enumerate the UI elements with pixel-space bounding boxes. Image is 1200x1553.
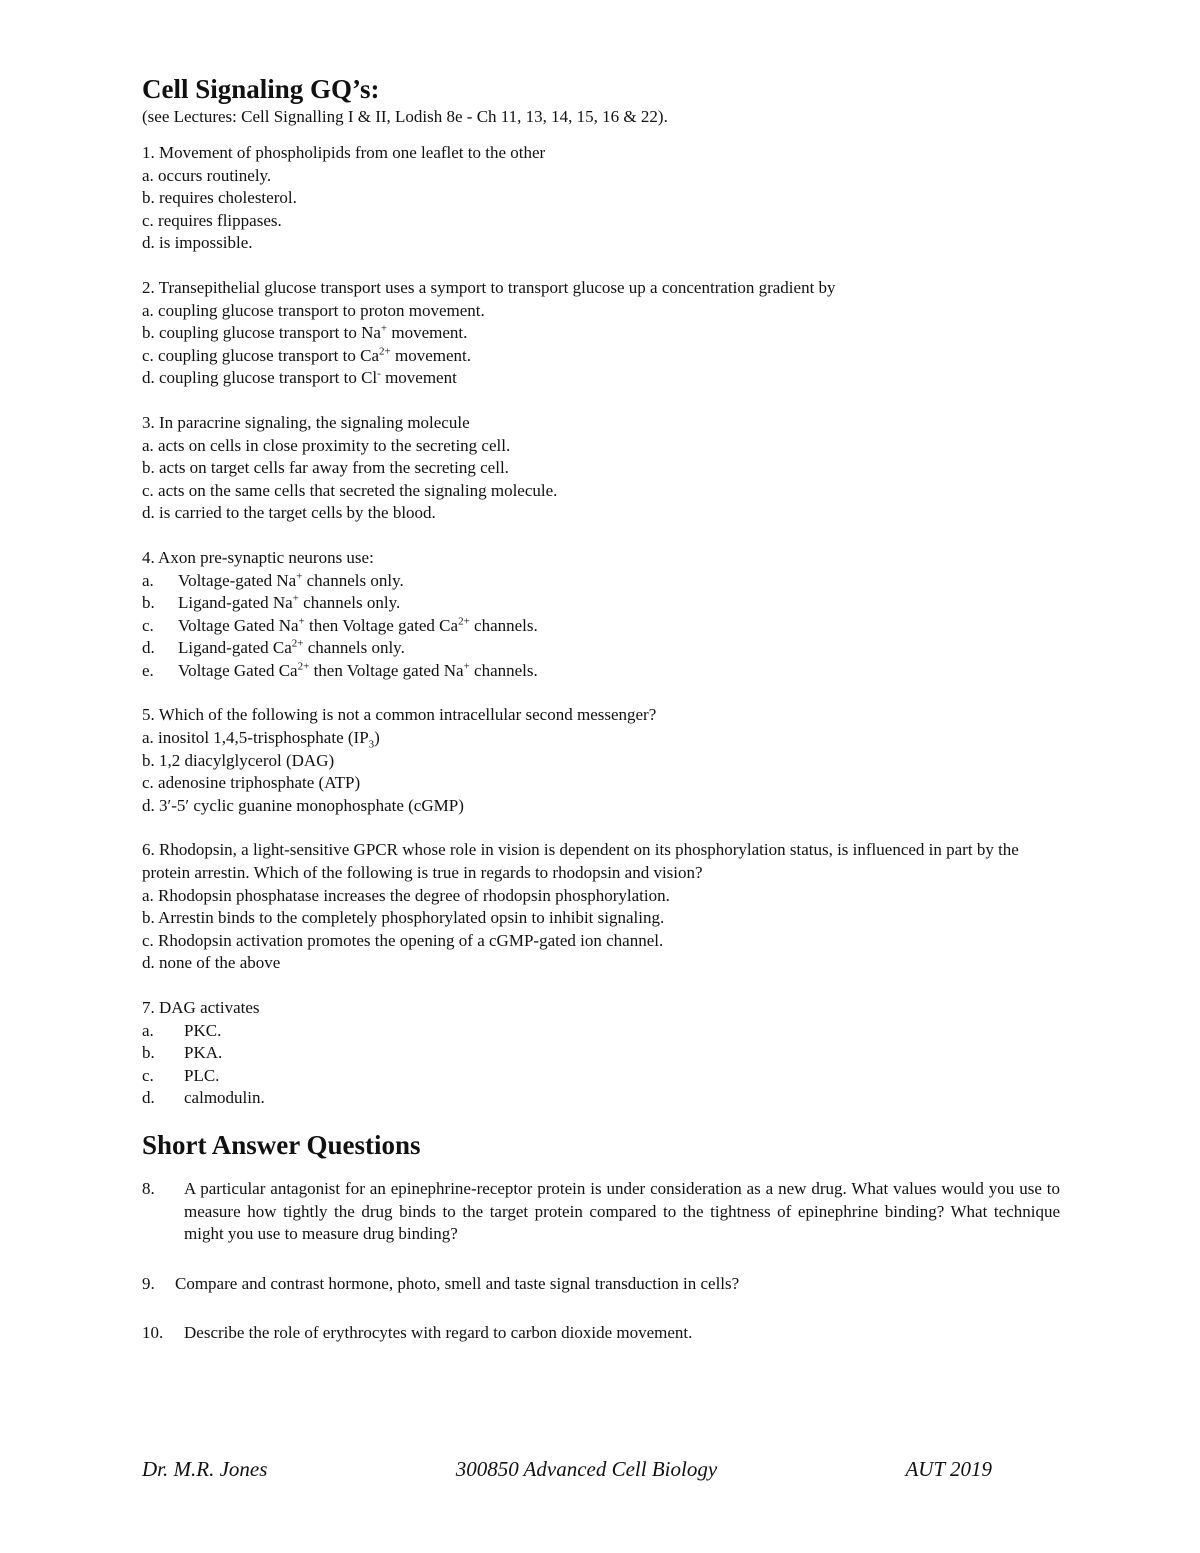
question-5 xyxy=(142,704,1060,817)
question-1 xyxy=(142,142,1060,255)
answer-option: c. adenosine triphosphate (ATP) xyxy=(142,773,361,793)
answer-option: b. requires cholesterol. xyxy=(142,188,297,208)
answer-option: d. is carried to the target cells by the blood. xyxy=(142,503,436,523)
answer-option: b. 1,2 diacylglycerol (DAG) xyxy=(142,750,335,770)
answer-option: b. Ligand-gated Na+ channels only. xyxy=(142,592,401,613)
short-answer-question: 8. A particular antagonist for an epinephrine-receptor protein is under consideration as a new drug. What values would you use to measure how tightly the drug binds to the target protein compared to the tightness of epinephrine binding? What technique might you use to measure drug binding? xyxy=(142,1178,1060,1244)
answer-option: c. acts on the same cells that secreted the signaling molecule. xyxy=(142,480,558,500)
question-3 xyxy=(142,412,1060,525)
answer-option: a. inositol 1,4,5-trisphosphate $(IP_3)$ xyxy=(142,728,380,751)
page-title: Cell Signaling GQ’s: xyxy=(142,74,380,104)
answer-option: d. coupling glucose transport to Cl- movement xyxy=(142,367,457,388)
page-footer xyxy=(142,1456,992,1482)
question-7 xyxy=(142,997,1060,1110)
question-4 xyxy=(142,547,1060,683)
answer-option: c. Voltage Gated Na+ then Voltage gated $Ca^{2+}$ channels. xyxy=(142,615,538,635)
answer-option: a. acts on cells in close proximity to the secreting cell. xyxy=(142,435,511,455)
answer-option: c. requires flippases. xyxy=(142,210,282,230)
answer-option: d. 3′-5′ cyclic guanine monophosphate (cGMP) xyxy=(142,795,464,815)
answer-option: d. none of the above xyxy=(142,953,281,973)
footer-course: 300850 Advanced Cell Biology xyxy=(455,1457,718,1481)
page-subtitle: (see Lectures: Cell Signalling I & II, Lodish 8e - Ch 11, 13, 14, 15, 16 & 22). xyxy=(142,107,668,126)
answer-option: c. Rhodopsin activation promotes the opening of a cGMP-gated ion channel. xyxy=(142,930,664,950)
footer-author: Dr. M.R. Jones xyxy=(142,1457,268,1481)
short-answer-question: 9. Compare and contrast hormone, photo, smell and taste signal transduction in cells? xyxy=(142,1273,740,1293)
question-6 xyxy=(142,839,1060,975)
question-stem: 3. In paracrine signaling, the signaling molecule xyxy=(142,412,470,432)
answer-option: d. calmodulin. xyxy=(142,1088,265,1108)
answer-option: b. acts on target cells far away from the secreting cell. xyxy=(142,458,509,478)
question-2 xyxy=(142,277,1060,390)
question-stem: 2. Transepithelial glucose transport uses a symport to transport glucose up a concentration gradient by xyxy=(142,277,836,297)
answer-option: b. coupling glucose transport to Na+ movement. xyxy=(142,322,468,343)
question-stem: 7. DAG activates xyxy=(142,998,260,1017)
answer-option: c. PLC. xyxy=(142,1065,220,1085)
answer-option: a. coupling glucose transport to proton movement. xyxy=(142,300,485,320)
question-stem: 1. Movement of phospholipids from one leaflet to the other xyxy=(142,143,546,162)
answer-option: a. occurs routinely. xyxy=(142,165,272,185)
answer-option: d. Ligand-gated $Ca^{2+}$ channels only. xyxy=(142,637,405,658)
question-stem: 6. Rhodopsin, a light-sensitive GPCR whose role in vision is dependent on its phosphorylation status, is influenced in part by the protein arrestin. Which of the following is true in regards to rhodopsin and vision? xyxy=(142,840,1019,883)
answer-option: a. PKC. xyxy=(142,1020,222,1040)
answer-option: b. Arrestin binds to the completely phosphorylated opsin to inhibit signaling. xyxy=(142,908,665,928)
answer-option: b. PKA. xyxy=(142,1043,223,1063)
answer-option: c. coupling glucose transport to $Ca^{2+}$ movement. xyxy=(142,345,471,365)
question-stem: 5. Which of the following is not a common intracellular second messenger? xyxy=(142,705,657,725)
footer-term: AUT 2019 xyxy=(905,1457,992,1481)
question-stem: 4. Axon pre-synaptic neurons use: xyxy=(142,547,374,567)
answer-option: e. Voltage Gated $Ca^{2+}$ then Voltage gated Na+ channels. xyxy=(142,660,538,680)
section-heading: Short Answer Questions xyxy=(142,1129,421,1160)
short-answer-question: 10. Describe the role of erythrocytes with regard to carbon dioxide movement. xyxy=(142,1323,693,1343)
answer-option: a. Rhodopsin phosphatase increases the degree of rhodopsin phosphorylation. xyxy=(142,885,670,905)
answer-option: a. Voltage-gated Na+ channels only. xyxy=(142,569,404,590)
answer-option: d. is impossible. xyxy=(142,233,253,253)
document-page xyxy=(142,72,1060,1372)
